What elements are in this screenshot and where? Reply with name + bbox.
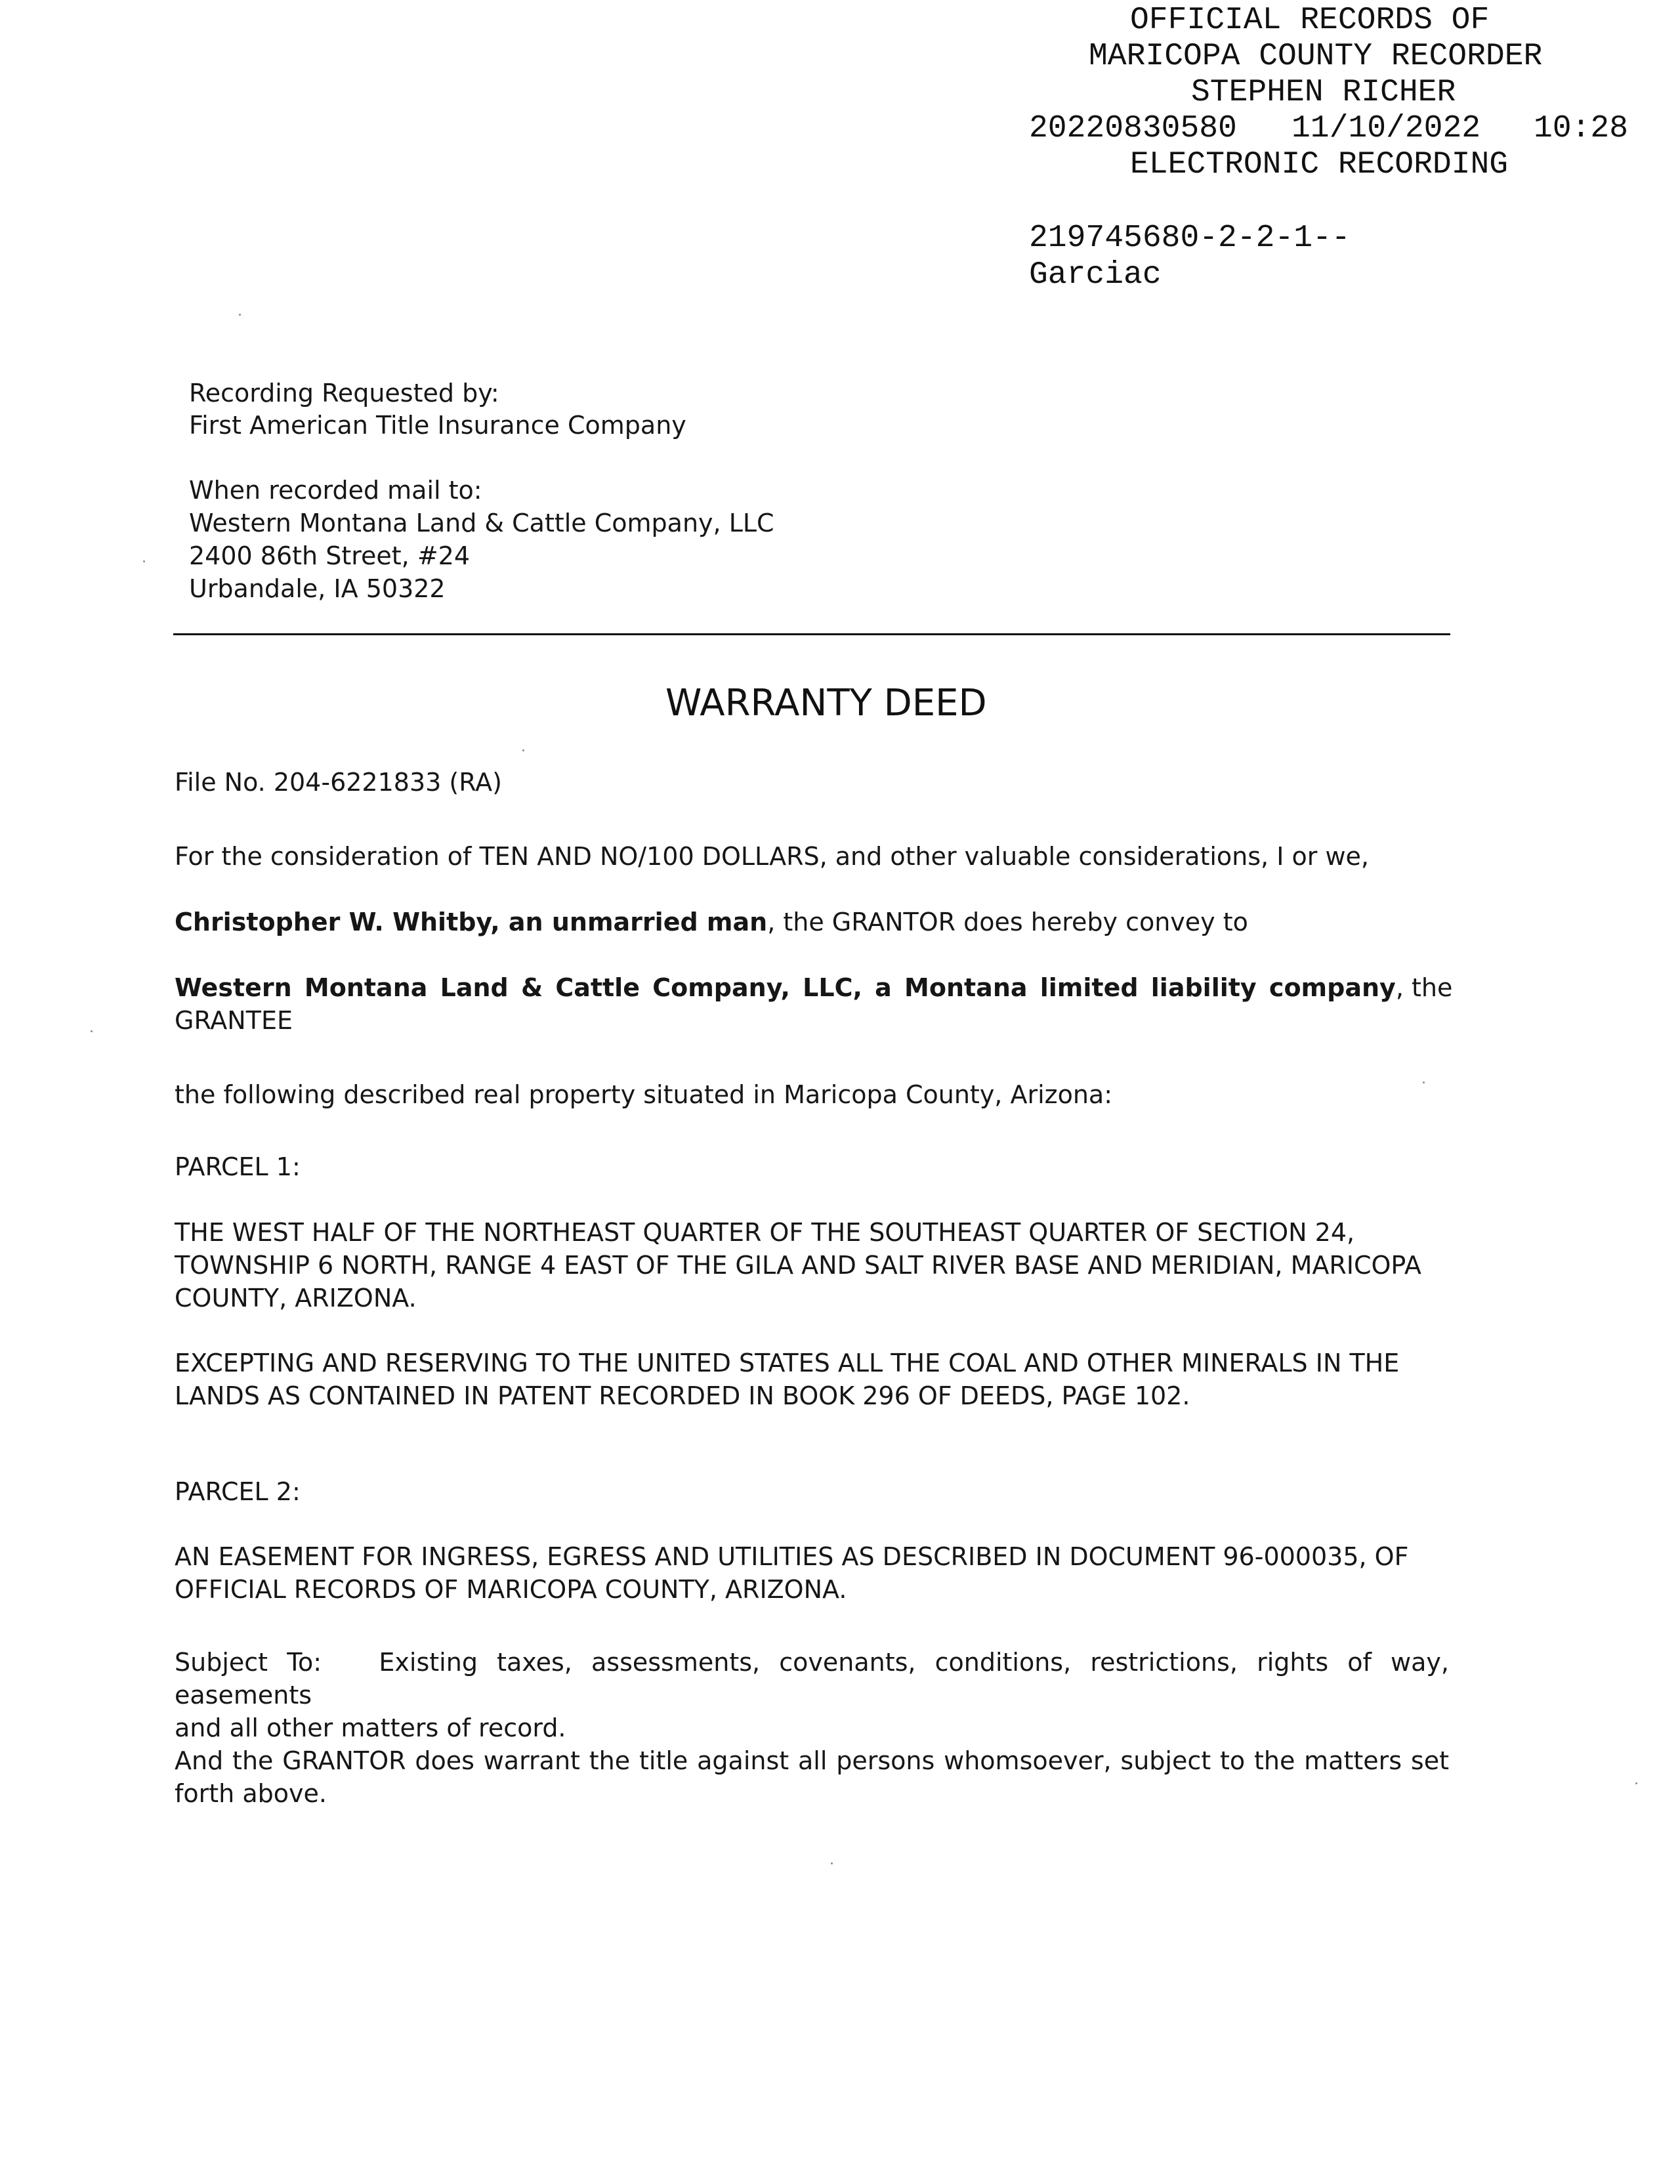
stamp-line-county-recorder: MARICOPA COUNTY RECORDER — [1089, 39, 1543, 74]
stamp-line-official-records: OFFICIAL RECORDS OF — [1130, 3, 1490, 38]
stamp-reference-number: 219745680-2-2-1-- — [1029, 220, 1351, 256]
property-intro: the following described real property situated in Maricopa County, Arizona: — [175, 1080, 1113, 1109]
warranty-line-1: And the GRANTOR does warrant the title against all persons whomsoever, subject to the matters set — [175, 1746, 1449, 1775]
parcel-1-heading: PARCEL 1: — [175, 1152, 301, 1181]
subject-to-clause — [175, 1646, 1458, 1744]
stamp-clerk-name: Garciac — [1029, 257, 1162, 293]
subject-to-line-1: Subject To: Existing taxes, assessments, covenants, conditions, restrictions, rights of way, easements — [175, 1648, 1458, 1710]
parcel-1-line-1: THE WEST HALF OF THE NORTHEAST QUARTER OF THE SOUTHEAST QUARTER OF SECTION 24, — [175, 1218, 1355, 1247]
grantor-name: Christopher W. Whitby, an unmarried man — [175, 908, 768, 936]
document-title: WARRANTY DEED — [665, 682, 987, 724]
grantee-label: GRANTEE — [175, 1006, 293, 1035]
mail-to-city: Urbandale, IA 50322 — [189, 574, 446, 603]
excepting-line-2: LANDS AS CONTAINED IN PATENT RECORDED IN BOOK 296 OF DEEDS, PAGE 102. — [175, 1381, 1190, 1410]
scan-speck — [522, 749, 524, 751]
consideration-clause: For the consideration of TEN AND NO/100 DOLLARS, and other valuable considerations, I or we, — [175, 842, 1369, 871]
scan-speck — [143, 560, 145, 562]
mail-to-label: When recorded mail to: — [189, 476, 482, 505]
scan-speck — [239, 314, 241, 316]
parcel-2-heading: PARCEL 2: — [175, 1477, 301, 1506]
parcel-1-line-2: TOWNSHIP 6 NORTH, RANGE 4 EAST OF THE GILA AND SALT RIVER BASE AND MERIDIAN, MARICOPA — [175, 1251, 1421, 1280]
parcel-2-line-2: OFFICIAL RECORDS OF MARICOPA COUNTY, ARIZONA. — [175, 1575, 847, 1604]
grantee-name: Western Montana Land & Cattle Company, LLC, a Montana limited liability company — [175, 973, 1396, 1002]
recording-requested-label: Recording Requested by: — [189, 379, 499, 408]
parcel-1-line-3: COUNTY, ARIZONA. — [175, 1284, 417, 1312]
grantee-clause — [175, 971, 1453, 1037]
subject-to-line-2: and all other matters of record. — [175, 1713, 566, 1742]
grantor-clause-text: , the GRANTOR does hereby convey to — [767, 908, 1248, 936]
stamp-line-recorder-name: STEPHEN RICHER — [1191, 75, 1456, 110]
parcel-2-line-1: AN EASEMENT FOR INGRESS, EGRESS AND UTILITIES AS DESCRIBED IN DOCUMENT 96-000035, OF — [175, 1542, 1409, 1571]
grantee-clause-text: , the — [1395, 973, 1453, 1002]
grantor-clause — [175, 906, 1248, 938]
mail-to-street: 2400 86th Street, #24 — [189, 541, 471, 570]
scan-speck — [831, 1862, 833, 1864]
file-number: File No. 204-6221833 (RA) — [175, 768, 502, 797]
scan-speck — [1423, 1082, 1425, 1083]
recording-requested-by: First American Title Insurance Company — [189, 411, 686, 440]
stamp-line-electronic-recording: ELECTRONIC RECORDING — [1130, 147, 1509, 182]
stamp-record-number: 20220830580 — [1029, 111, 1237, 146]
warranty-clause — [175, 1744, 1449, 1810]
mail-to-name: Western Montana Land & Cattle Company, LLC — [189, 509, 774, 537]
stamp-record-date: 11/10/2022 — [1292, 111, 1481, 146]
stamp-record-time: 10:28 — [1534, 111, 1629, 146]
scan-speck — [1635, 1782, 1637, 1784]
excepting-line-1: EXCEPTING AND RESERVING TO THE UNITED STATES ALL THE COAL AND OTHER MINERALS IN THE — [175, 1349, 1400, 1377]
scan-speck — [91, 1030, 93, 1032]
header-divider — [173, 633, 1450, 635]
warranty-line-2: forth above. — [175, 1779, 327, 1808]
recorder-stamp — [0, 0, 1680, 361]
